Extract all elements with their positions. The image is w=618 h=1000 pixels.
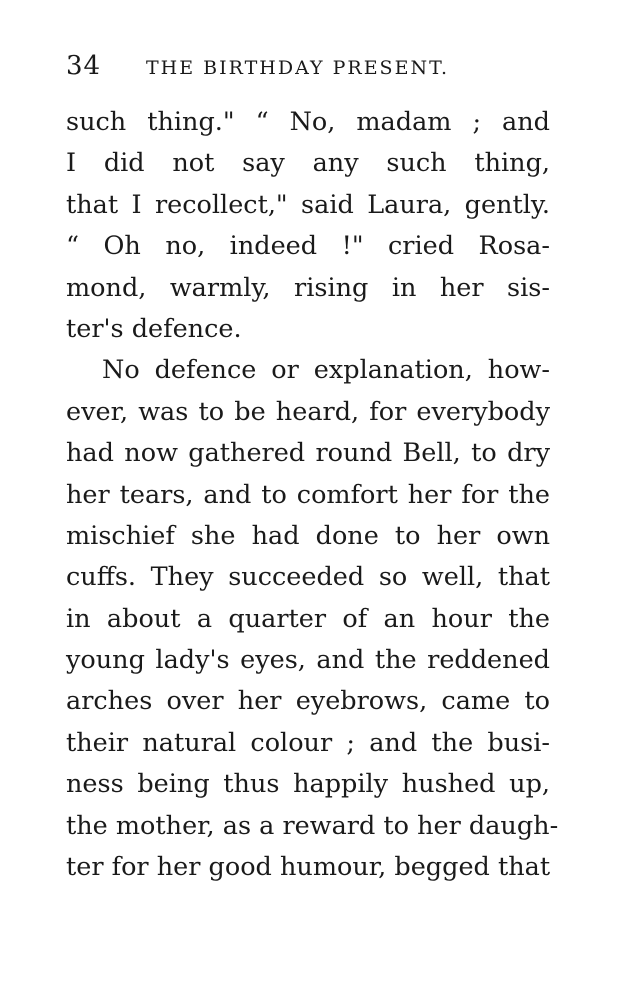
text-line: young lady's eyes, and the reddened bbox=[66, 645, 550, 676]
page-number: 34 bbox=[66, 51, 102, 81]
text-line: arches over her eyebrows, came to bbox=[66, 686, 550, 717]
text-line: the mother, as a reward to her daugh- bbox=[66, 810, 559, 841]
text-line: such thing." “ No, madam ; and bbox=[66, 107, 550, 137]
text-line: I did not say any such thing, bbox=[66, 148, 550, 179]
text-line: cuffs. They succeeded so well, that bbox=[66, 562, 550, 593]
running-title: THE BIRTHDAY PRESENT. bbox=[146, 57, 449, 79]
text-line: her tears, and to comfort her for the bbox=[66, 479, 550, 510]
text-line: their natural colour ; and the busi- bbox=[66, 727, 550, 758]
text-line: in about a quarter of an hour the bbox=[66, 603, 550, 634]
text-line: “ Oh no, indeed !" cried Rosa- bbox=[66, 231, 550, 262]
body-text bbox=[66, 102, 559, 888]
text-line: ness being thus happily hushed up, bbox=[66, 769, 550, 800]
text-line: that I recollect," said Laura, gently. bbox=[66, 189, 550, 220]
text-line: ever, was to be heard, for everybody bbox=[66, 396, 550, 427]
text-line: ter for her good humour, begged that bbox=[66, 852, 551, 883]
running-head bbox=[66, 46, 556, 86]
text-line: mischief she had done to her own bbox=[66, 520, 550, 551]
text-line: No defence or explanation, how- bbox=[102, 355, 550, 386]
text-line: mond, warmly, rising in her sis- bbox=[66, 272, 550, 303]
text-line: ter's defence. bbox=[66, 313, 242, 344]
text-line: had now gathered round Bell, to dry bbox=[66, 438, 550, 469]
